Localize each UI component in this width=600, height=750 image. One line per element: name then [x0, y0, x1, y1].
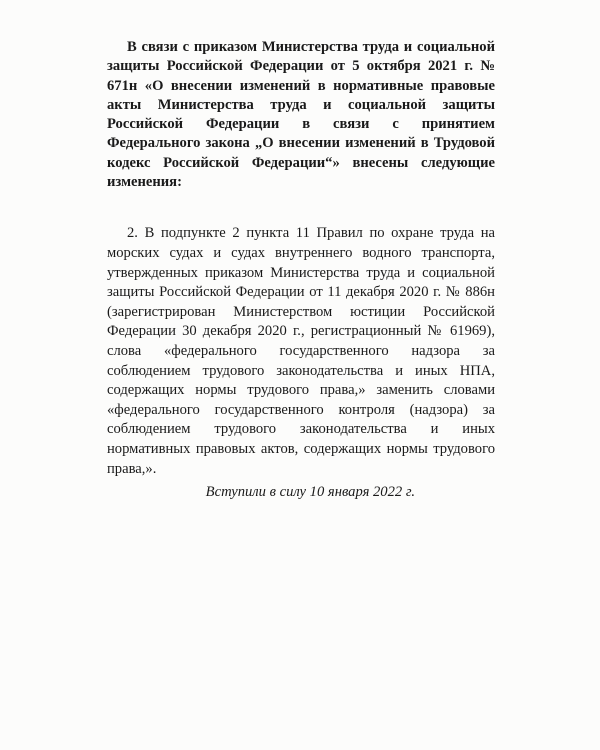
document-body: [107, 38, 495, 503]
amendment-paragraph: 2. В подпункте 2 пункта 11 Правил по охране труда на морских судах и судах внутреннего водного транспорта, утвержденных приказом Министерства труда и социальной защиты Российской Федерации от 11 декабря 2020 г. № 886н (зарегистрирован Министерством юстиции Российской Федерации 30 декабря 2020 г., регистрационный № 61969), слова «федерального государственного надзора за соблюдением трудового законодательства и иных НПА, содержащих нормы трудового права,» заменить словами «федерального государственного контроля (надзора) за соблюдением трудового законодательства и иных нормативных правовых актов, содержащих нормы трудового права,».: [107, 225, 495, 477]
document-heading: В связи с приказом Министерства труда и социальной защиты Российской Федерации от 5 октября 2021 г. № 671н «О внесении изменений в нормативные правовые акты Министерства труда и социальной защиты Российской Федерации в связи с принятием Федерального закона „О внесении изменений в Трудовой кодекс Российской Федерации“» внесены следующие изменения:: [107, 39, 495, 191]
effective-date: Вступили в силу 10 января 2022 г.: [205, 484, 415, 501]
